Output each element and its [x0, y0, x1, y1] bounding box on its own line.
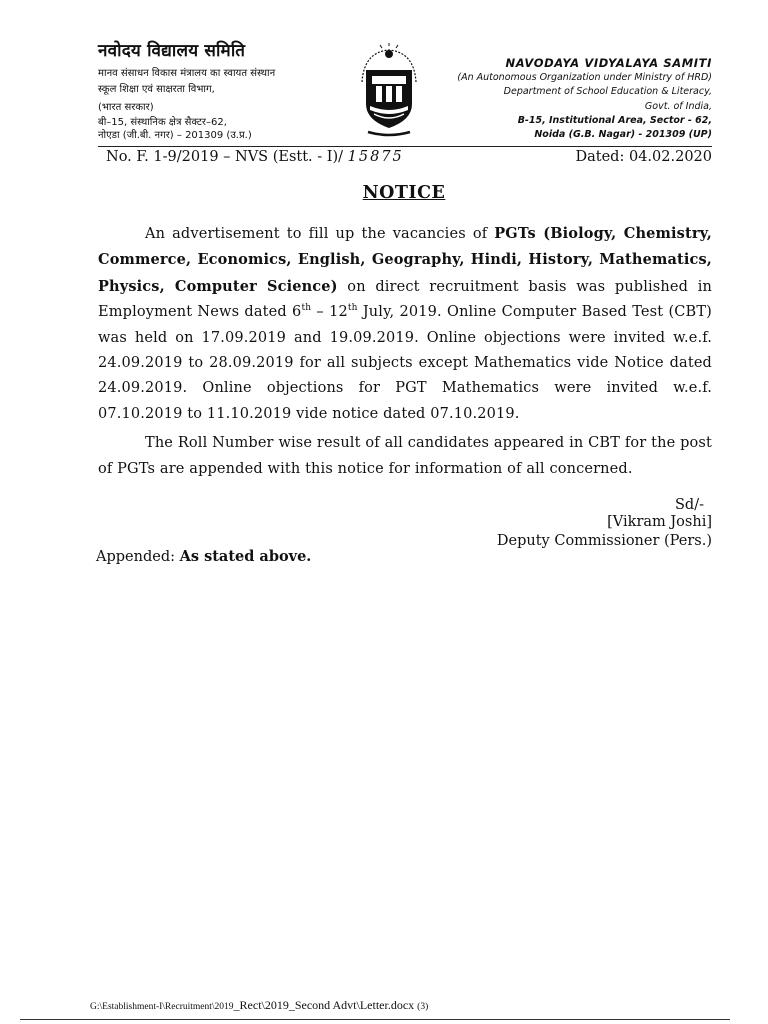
appended-line — [96, 548, 311, 565]
hindi-org-line-5: नोएडा (जी.बी. नगर) – 201309 (उ.प्र.) — [98, 130, 252, 141]
notice-title: NOTICE — [362, 183, 446, 203]
signatory-name: [Vikram Joshi] — [607, 514, 712, 530]
p1-text-a: An advertisement to fill up the vacancies of — [145, 226, 495, 242]
hindi-org-title: नवोदय विद्यालय समिति — [98, 41, 246, 61]
notice-paragraph-2: The Roll Number wise result of all candidates appeared in CBT for the post of PGTs are appended with this notice for information of all concerned. — [98, 435, 712, 477]
handwritten-number: 15875 — [347, 149, 404, 165]
english-org-line-2: Department of School Education & Literacy, — [503, 86, 712, 97]
p1-subjects: PGTs (Biology, Chemistry, Commerce, Economics, English, Geography, Hindi, History, Mathematics, Physics, Computer Science) — [98, 225, 712, 295]
p1-text-c: on direct recruitment basis was published in Employment News dated 6 — [98, 278, 712, 321]
english-org-line-5: Noida (G.B. Nagar) - 201309 (UP) — [534, 129, 712, 140]
appended-label: Appended: — [96, 549, 180, 565]
footer-path-prefix: G:\Establishment-I\Recruitment\2019 — [90, 1002, 234, 1012]
file-reference — [106, 149, 404, 165]
hindi-org-line-2: स्कूल शिक्षा एवं साक्षरता विभाग, — [98, 84, 215, 95]
file-number: No. F. 1-9/2019 – NVS (Estt. - I)/ — [106, 149, 344, 165]
footer-path-main: _Rect\2019_Second Advt\Letter.docx — [233, 998, 415, 1012]
p1-text-d: – 12 — [311, 304, 348, 321]
notice-body — [98, 221, 712, 482]
hindi-org-line-3: (भारत सरकार) — [98, 102, 154, 113]
date-line — [576, 149, 713, 165]
appended-value: As stated above. — [179, 548, 312, 565]
english-org-line-4: B-15, Institutional Area, Sector - 62, — [517, 115, 712, 126]
signatory-designation: Deputy Commissioner (Pers.) — [496, 533, 712, 549]
english-org-title: NAVODAYA VIDYALAYA SAMITI — [505, 56, 712, 70]
dated-label: Dated: — [575, 149, 625, 165]
signature-sd: Sd/- — [675, 497, 704, 513]
notice-paragraph-1 — [98, 221, 712, 427]
p1-sup-1: th — [301, 303, 312, 314]
footer-page: (3) — [417, 1002, 429, 1012]
dated-value: 04.02.2020 — [628, 149, 712, 165]
p1-text-e: July, 2019. Online Computer Based Test (CBT) was held on 17.09.2019 and 19.09.2019. Online objections were invited w.e.f. 24.09.2019 to 28.09.2019 for all subjects except Mathematics vide Notice dated 24.09.2019. Online objections for PGT Mathematics were invited w.e.f. 07.10.2019 to 11.10.2019 vide notice dated 07.10.2019. — [98, 304, 712, 422]
bottom-rule — [20, 1019, 730, 1020]
hindi-org-line-4: बी–15, संस्थानिक क्षेत्र सैक्टर–62, — [98, 117, 227, 128]
footer-file-path — [90, 998, 428, 1013]
p1-sup-2: th — [347, 303, 358, 314]
english-org-line-3: Govt. of India, — [644, 101, 712, 112]
header-divider — [98, 146, 712, 147]
nvs-emblem-icon — [354, 42, 424, 140]
hindi-org-line-1: मानव संसाधन विकास मंत्रालय का स्वायत संस्थान — [98, 68, 276, 79]
english-org-line-1: (An Autonomous Organization under Ministry of HRD) — [457, 72, 712, 83]
